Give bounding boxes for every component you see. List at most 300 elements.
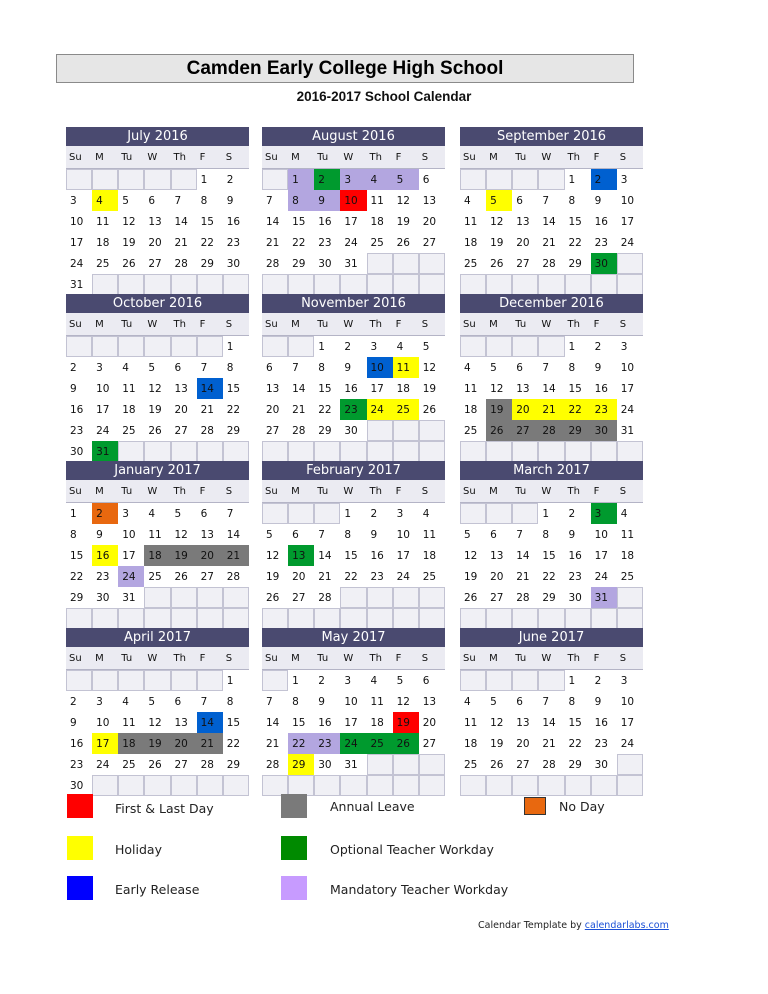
day-cell: 1 [197,169,223,190]
no-day-swatch [524,797,546,815]
calendarlabs-link[interactable]: calendarlabs.com [584,920,669,931]
day-cell: 23 [340,399,366,420]
empty-day-cell [144,608,170,629]
day-cell: 9 [591,190,617,211]
day-cell: 17 [617,211,643,232]
month-block [262,628,445,796]
weekday-header: W [340,647,366,670]
day-cell: 4 [393,336,419,357]
day-cell: 6 [419,670,445,691]
empty-day-cell [565,608,591,629]
empty-day-cell [262,169,288,190]
weekday-header: W [538,480,564,503]
empty-day-cell [340,775,366,796]
first-last-day-swatch [67,794,93,818]
day-cell: 21 [314,566,340,587]
weekday-header: S [419,647,445,670]
day-cell: 12 [486,712,512,733]
weekday-header: S [223,146,249,169]
weekday-header: M [92,313,118,336]
day-cell: 6 [288,524,314,545]
day-cell: 19 [144,399,170,420]
day-cell: 13 [512,712,538,733]
day-cell: 30 [92,587,118,608]
day-cell: 2 [340,336,366,357]
day-cell: 16 [340,378,366,399]
day-cell: 23 [591,232,617,253]
day-cell: 25 [460,253,486,274]
empty-day-cell [197,608,223,629]
day-cell: 9 [565,524,591,545]
weekday-header: F [197,647,223,670]
weekday-header: Tu [512,647,538,670]
weekday-header: S [617,313,643,336]
day-cell: 1 [314,336,340,357]
day-cell: 9 [66,378,92,399]
early-release-swatch [67,876,93,900]
weekday-header: Tu [118,647,144,670]
weekday-header: Th [171,146,197,169]
day-cell: 21 [262,232,288,253]
empty-day-cell [565,441,591,462]
empty-day-cell [393,754,419,775]
day-cell: 28 [197,420,223,441]
day-cell: 9 [367,524,393,545]
day-cell: 5 [171,503,197,524]
day-cell: 18 [118,733,144,754]
day-cell: 1 [565,336,591,357]
day-cell: 24 [367,399,393,420]
day-cell: 20 [171,399,197,420]
day-cell: 12 [262,545,288,566]
day-cell: 13 [419,691,445,712]
empty-day-cell [171,274,197,295]
day-cell: 19 [393,211,419,232]
day-cell: 26 [144,420,170,441]
day-cell: 6 [512,691,538,712]
empty-day-cell [262,608,288,629]
day-cell: 30 [565,587,591,608]
empty-day-cell [393,420,419,441]
month-title: August 2016 [262,127,445,146]
day-cell: 6 [512,190,538,211]
day-cell: 5 [393,670,419,691]
legend-early-release: Early Release [115,882,200,897]
day-cell: 1 [288,169,314,190]
day-cell: 11 [460,211,486,232]
day-cell: 16 [591,712,617,733]
day-cell: 20 [288,566,314,587]
day-cell: 22 [66,566,92,587]
weekday-header: Th [367,146,393,169]
day-cell: 5 [486,190,512,211]
day-cell: 6 [512,357,538,378]
month-block [66,628,249,796]
weekday-header: F [393,313,419,336]
day-cell: 9 [223,190,249,211]
day-cell: 3 [591,503,617,524]
weekday-header: M [486,313,512,336]
month-block [460,461,643,629]
empty-day-cell [340,608,366,629]
day-cell: 3 [617,169,643,190]
empty-day-cell [262,274,288,295]
day-cell: 2 [591,336,617,357]
empty-day-cell [118,775,144,796]
day-cell: 29 [565,754,591,775]
empty-day-cell [223,608,249,629]
day-cell: 13 [512,211,538,232]
day-cell: 12 [118,211,144,232]
day-cell: 27 [512,754,538,775]
day-cell: 19 [171,545,197,566]
day-cell: 5 [144,691,170,712]
empty-day-cell [367,420,393,441]
day-cell: 3 [393,503,419,524]
weekday-header: Th [367,647,393,670]
day-cell: 19 [486,399,512,420]
day-cell: 4 [367,169,393,190]
weekday-header: Su [66,647,92,670]
empty-day-cell [144,169,170,190]
day-cell: 3 [118,503,144,524]
day-cell: 17 [340,211,366,232]
legend-no-day: No Day [559,799,605,814]
empty-day-cell [460,274,486,295]
day-cell: 26 [486,754,512,775]
legend-holiday: Holiday [115,842,162,857]
day-cell: 9 [340,357,366,378]
day-cell: 14 [288,378,314,399]
day-cell: 6 [419,169,445,190]
empty-day-cell [512,169,538,190]
day-cell: 5 [118,190,144,211]
day-cell: 6 [262,357,288,378]
empty-day-cell [393,253,419,274]
day-cell: 28 [512,587,538,608]
month-block [262,461,445,629]
weekday-header: M [486,480,512,503]
empty-day-cell [314,503,340,524]
day-cell: 20 [512,399,538,420]
day-cell: 8 [565,190,591,211]
day-cell: 16 [66,733,92,754]
weekday-header: M [486,146,512,169]
day-cell: 23 [314,733,340,754]
day-cell: 10 [617,190,643,211]
day-cell: 26 [486,420,512,441]
day-cell: 9 [66,712,92,733]
day-cell: 30 [591,253,617,274]
day-cell: 29 [197,253,223,274]
empty-day-cell [144,587,170,608]
day-cell: 16 [367,545,393,566]
day-cell: 2 [565,503,591,524]
day-cell: 22 [288,733,314,754]
month-day-grid [66,146,249,295]
weekday-header: Su [262,647,288,670]
day-cell: 24 [617,733,643,754]
empty-day-cell [223,587,249,608]
day-cell: 16 [314,211,340,232]
day-cell: 31 [92,441,118,462]
weekday-header: M [288,480,314,503]
legend-annual-leave: Annual Leave [330,799,415,814]
day-cell: 13 [486,545,512,566]
empty-day-cell [617,775,643,796]
empty-day-cell [118,169,144,190]
day-cell: 26 [419,399,445,420]
empty-day-cell [262,336,288,357]
day-cell: 19 [118,232,144,253]
day-cell: 6 [171,691,197,712]
month-block [460,127,643,295]
month-title: October 2016 [66,294,249,313]
day-cell: 26 [118,253,144,274]
day-cell: 8 [197,190,223,211]
day-cell: 26 [393,232,419,253]
day-cell: 20 [262,399,288,420]
day-cell: 13 [419,190,445,211]
day-cell: 17 [367,378,393,399]
day-cell: 31 [340,754,366,775]
weekday-header: Su [460,480,486,503]
month-title: April 2017 [66,628,249,647]
empty-day-cell [617,441,643,462]
day-cell: 21 [538,399,564,420]
day-cell: 12 [419,357,445,378]
day-cell: 28 [171,253,197,274]
weekday-header: F [393,146,419,169]
empty-day-cell [223,441,249,462]
month-block [66,127,249,295]
empty-day-cell [66,670,92,691]
day-cell: 9 [92,524,118,545]
day-cell: 21 [512,566,538,587]
day-cell: 4 [460,691,486,712]
day-cell: 24 [92,420,118,441]
day-cell: 22 [565,232,591,253]
day-cell: 15 [340,545,366,566]
day-cell: 15 [223,712,249,733]
day-cell: 12 [393,691,419,712]
day-cell: 18 [460,399,486,420]
day-cell: 10 [340,190,366,211]
day-cell: 23 [367,566,393,587]
day-cell: 20 [512,733,538,754]
day-cell: 18 [460,232,486,253]
empty-day-cell [419,608,445,629]
day-cell: 13 [144,211,170,232]
day-cell: 25 [393,399,419,420]
day-cell: 25 [460,754,486,775]
weekday-header: Th [565,313,591,336]
weekday-header: Tu [118,313,144,336]
day-cell: 4 [460,190,486,211]
empty-day-cell [591,608,617,629]
day-cell: 15 [223,378,249,399]
weekday-header: Tu [118,480,144,503]
weekday-header: F [393,480,419,503]
day-cell: 14 [314,545,340,566]
day-cell: 24 [340,733,366,754]
day-cell: 29 [565,253,591,274]
day-cell: 27 [171,420,197,441]
empty-day-cell [314,775,340,796]
empty-day-cell [538,169,564,190]
empty-day-cell [171,670,197,691]
empty-day-cell [591,274,617,295]
footer-prefix: Calendar Template by [478,920,585,931]
empty-day-cell [419,775,445,796]
empty-day-cell [340,441,366,462]
empty-day-cell [171,336,197,357]
day-cell: 14 [197,712,223,733]
day-cell: 16 [66,399,92,420]
day-cell: 15 [565,712,591,733]
day-cell: 26 [393,733,419,754]
day-cell: 21 [538,232,564,253]
day-cell: 28 [197,754,223,775]
day-cell: 5 [262,524,288,545]
day-cell: 21 [262,733,288,754]
day-cell: 30 [223,253,249,274]
empty-day-cell [591,441,617,462]
weekday-header: Th [367,480,393,503]
empty-day-cell [144,336,170,357]
day-cell: 24 [340,232,366,253]
day-cell: 8 [66,524,92,545]
day-cell: 21 [197,733,223,754]
empty-day-cell [486,503,512,524]
empty-day-cell [92,336,118,357]
day-cell: 24 [118,566,144,587]
day-cell: 20 [144,232,170,253]
day-cell: 4 [419,503,445,524]
empty-day-cell [314,608,340,629]
day-cell: 8 [288,190,314,211]
empty-day-cell [314,441,340,462]
day-cell: 4 [617,503,643,524]
day-cell: 2 [92,503,118,524]
day-cell: 9 [591,691,617,712]
weekday-header: Tu [314,480,340,503]
day-cell: 29 [66,587,92,608]
day-cell: 16 [591,211,617,232]
day-cell: 23 [66,754,92,775]
day-cell: 21 [288,399,314,420]
day-cell: 17 [393,545,419,566]
legend-mandatory-teacher-workday: Mandatory Teacher Workday [330,882,509,897]
day-cell: 27 [419,232,445,253]
weekday-header: Su [460,146,486,169]
month-block [262,294,445,462]
empty-day-cell [460,336,486,357]
page-title: Camden Early College High School [56,54,634,83]
day-cell: 11 [92,211,118,232]
day-cell: 7 [262,691,288,712]
day-cell: 30 [340,420,366,441]
day-cell: 29 [223,754,249,775]
day-cell: 21 [171,232,197,253]
empty-day-cell [288,441,314,462]
weekday-header: Su [262,480,288,503]
day-cell: 29 [223,420,249,441]
day-cell: 15 [66,545,92,566]
day-cell: 15 [197,211,223,232]
empty-day-cell [512,441,538,462]
weekday-header: W [538,146,564,169]
weekday-header: W [144,313,170,336]
empty-day-cell [367,274,393,295]
day-cell: 14 [197,378,223,399]
weekday-header: Th [171,313,197,336]
day-cell: 3 [340,670,366,691]
empty-day-cell [288,274,314,295]
day-cell: 18 [367,211,393,232]
day-cell: 19 [262,566,288,587]
weekday-header: Su [262,146,288,169]
day-cell: 10 [92,378,118,399]
empty-day-cell [419,754,445,775]
weekday-header: W [340,480,366,503]
day-cell: 3 [92,357,118,378]
day-cell: 14 [538,712,564,733]
weekday-header: Tu [314,146,340,169]
day-cell: 30 [314,754,340,775]
day-cell: 24 [591,566,617,587]
day-cell: 8 [314,357,340,378]
empty-day-cell [591,775,617,796]
day-cell: 13 [262,378,288,399]
month-day-grid [460,313,643,462]
day-cell: 12 [460,545,486,566]
empty-day-cell [419,587,445,608]
empty-day-cell [419,253,445,274]
day-cell: 27 [486,587,512,608]
weekday-header: W [340,146,366,169]
day-cell: 11 [144,524,170,545]
empty-day-cell [512,336,538,357]
weekday-header: W [340,313,366,336]
day-cell: 22 [538,566,564,587]
day-cell: 19 [486,232,512,253]
empty-day-cell [118,441,144,462]
weekday-header: M [486,647,512,670]
weekday-header: W [144,647,170,670]
month-block [262,127,445,295]
day-cell: 3 [617,670,643,691]
day-cell: 7 [538,691,564,712]
empty-day-cell [171,441,197,462]
day-cell: 9 [591,357,617,378]
day-cell: 31 [66,274,92,295]
empty-day-cell [565,775,591,796]
day-cell: 8 [340,524,366,545]
day-cell: 13 [171,712,197,733]
month-title: January 2017 [66,461,249,480]
day-cell: 8 [288,691,314,712]
weekday-header: W [538,647,564,670]
empty-day-cell [419,420,445,441]
weekday-header: F [197,146,223,169]
day-cell: 18 [393,378,419,399]
day-cell: 27 [512,420,538,441]
day-cell: 6 [486,524,512,545]
empty-day-cell [197,336,223,357]
empty-day-cell [314,274,340,295]
day-cell: 12 [486,211,512,232]
